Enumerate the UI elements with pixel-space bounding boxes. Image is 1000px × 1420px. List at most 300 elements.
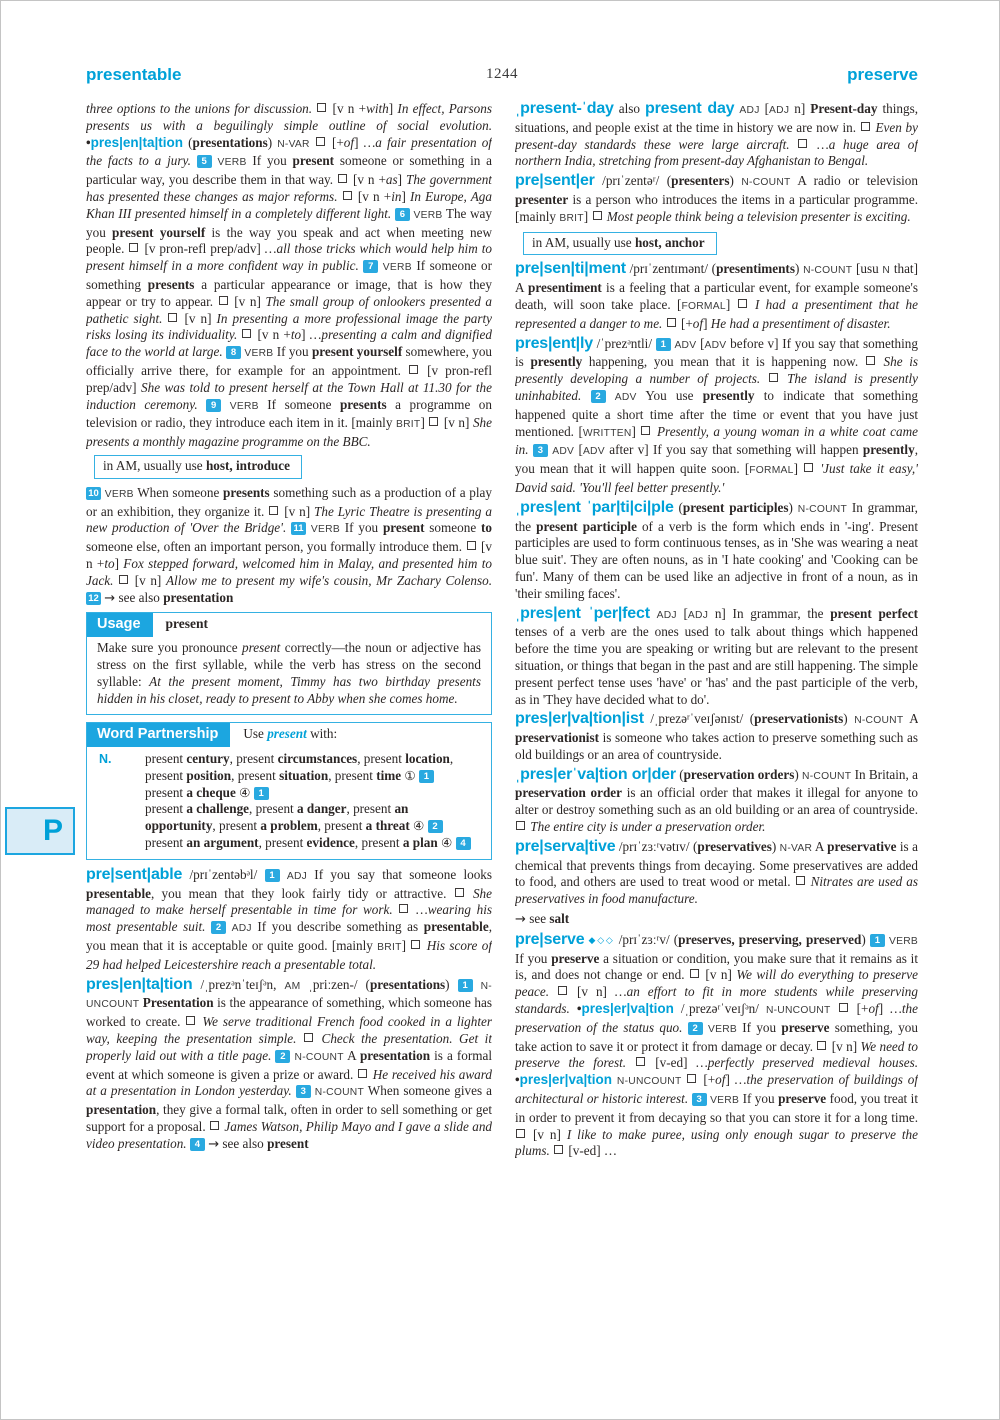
text-run: [v n + — [328, 101, 367, 116]
text-run: see also — [115, 589, 164, 605]
text-run: [v-ed] — [646, 1055, 697, 1071]
example-text: The small group of onlookers presented a pathetic sight. — [86, 293, 492, 326]
example-text: Presently, a young woman in a white coat came in. — [515, 423, 918, 458]
derived-headword: pres|en|ta|tion — [90, 134, 183, 150]
sense-number-badge: 9 — [206, 399, 221, 412]
grammar-label: N-COUNT — [797, 503, 847, 515]
text-run: someone or something in a particular way, you describe them in that way. — [86, 153, 492, 188]
dictionary-entry — [515, 767, 918, 836]
example-text: to — [290, 327, 302, 343]
text-run: ( — [673, 499, 683, 515]
example-text: …a fair presentation of the facts to a jury. — [86, 134, 492, 169]
example-square-icon — [769, 373, 778, 382]
bold-text: presentiment — [528, 280, 602, 296]
example-text: In Europe, Aga Khan III presented himself in a completely different light. — [86, 188, 492, 221]
sense-number-badge: 2 — [211, 921, 226, 934]
grammar-label: ADJ — [769, 105, 790, 116]
bold-text: host, introduce — [205, 457, 290, 473]
grammar-label: ADJ — [656, 609, 677, 621]
bold-text: presentations — [192, 134, 268, 150]
text-run: ] — [878, 1001, 891, 1017]
text-run: When someone gives a — [364, 1083, 492, 1099]
grammar-label: ADJ — [739, 105, 760, 116]
example-text: of — [343, 134, 355, 150]
example-text: I had a presentiment that he represented a danger to me. — [515, 296, 918, 331]
text-run: [v n] — [229, 293, 266, 309]
bold-text: present — [382, 520, 425, 536]
text-run: someone — [424, 520, 481, 536]
example-text: …a huge area of northern India, stretching from present-day Afghanistan to Bengal. — [515, 136, 918, 169]
circled-number: ④ — [239, 784, 251, 800]
dictionary-entry — [86, 485, 492, 608]
text-run: /ˌprezəʳˈveɪʃənɪst/ ( — [643, 711, 755, 727]
text-run: /ˌprezəʳˈveɪʃᵊn/ — [673, 1001, 766, 1017]
sense-number-badge: 4 — [456, 837, 471, 850]
grammar-label: VERB — [104, 488, 134, 500]
bold-text: present — [267, 1135, 309, 1151]
example-square-icon — [516, 1129, 525, 1138]
example-square-icon — [119, 575, 128, 584]
example-square-icon — [839, 1003, 848, 1012]
text-run: [+ — [326, 134, 344, 150]
text-run: You use — [636, 387, 703, 403]
bold-text: an argument — [186, 835, 259, 851]
text-run: , present — [249, 801, 298, 817]
example-text: to — [104, 555, 115, 571]
text-run: When someone — [133, 484, 224, 500]
text-run: ] — [583, 208, 592, 224]
usage-box-body — [87, 637, 491, 714]
text-run: ) — [788, 499, 798, 515]
text-run: with: — [306, 726, 338, 742]
headword: ˌpresent-ˈday — [515, 101, 614, 117]
grammar-label: VERB — [244, 348, 274, 360]
text-run — [877, 354, 884, 369]
text-run: /prɪˈzentəbᵊl/ — [182, 866, 265, 882]
text-run: ] — [388, 101, 398, 116]
collocation-row — [145, 801, 481, 835]
text-run: also — [613, 101, 646, 116]
text-run: [v n + — [253, 327, 291, 343]
example-text: The government has presented these changes as major reforms. — [86, 172, 492, 204]
headword: pres|ent|ly — [515, 334, 593, 352]
circled-number: ④ — [441, 835, 453, 851]
text-run: present — [145, 835, 187, 851]
text-run: ) — [861, 931, 870, 947]
example-text: Check the presentation. Get it properly laid out with a title page. — [86, 1031, 492, 1063]
grammar-label: BRIT — [377, 942, 402, 954]
sense-number-badge: 2 — [591, 390, 606, 403]
text-run: present — [145, 751, 187, 767]
right-column — [515, 101, 918, 1401]
text-run: a programme on television or radio, they introduce each item in it. [mainly — [86, 396, 492, 431]
text-run: [ — [759, 101, 770, 116]
grammar-label: ADV — [614, 391, 637, 403]
bold-text: salt — [549, 911, 570, 927]
example-text: She was told to present herself at the Town Hall at 11.30 for the induction ceremony. — [86, 379, 492, 412]
example-text: The entire city is under a preservation order. — [530, 819, 766, 835]
example-text: of — [715, 1072, 726, 1088]
text-run: is the appearance of something, which someone has worked to create. — [86, 995, 492, 1030]
example-square-icon — [554, 1145, 563, 1154]
headword: pres|er|va|tion|ist — [515, 710, 644, 728]
example-square-icon — [399, 904, 408, 913]
text-run: ] — [725, 296, 737, 312]
letter-thumb-tab — [5, 807, 75, 855]
text-run: /prɪˈzentəʳ/ ( — [594, 173, 672, 189]
example-square-icon — [455, 888, 464, 897]
word-partnership-label: Word Partnership — [87, 723, 230, 747]
headword: ˌpres|erˈva|tion or|der — [515, 765, 676, 783]
sense-number-badge: 7 — [363, 260, 378, 273]
bold-text: presents — [339, 396, 387, 412]
derived-headword: pres|er|va|tion — [519, 1072, 612, 1088]
example-text: …all those tricks which would help him to present himself in a more confident way in public. — [86, 241, 492, 274]
dictionary-entry — [515, 711, 918, 763]
text-run: If someone or something — [86, 258, 492, 292]
text-run: ] — [114, 555, 124, 571]
example-square-icon — [690, 969, 699, 978]
bold-text: circumstances — [277, 751, 358, 767]
example-text: Fox stepped forward, welcomed him in Malay, and presented him to Jack. — [86, 555, 492, 588]
text-run: is an official order that makes it illegal for anyone to alter or destroy something such as an old building or an area of countryside. — [515, 785, 918, 818]
example-text: She presents a monthly magazine programme on the BBC. — [86, 415, 492, 450]
grammar-label: ADJ — [231, 923, 252, 935]
bold-text: presentation — [163, 589, 234, 605]
page-number: 1244 — [486, 66, 518, 82]
bold-text: present participle — [536, 518, 637, 534]
bold-text: a problem — [260, 818, 318, 834]
sense-number-badge: 2 — [275, 1050, 290, 1063]
dictionary-entry — [515, 173, 918, 227]
text-run: [usu — [852, 261, 883, 277]
sense-number-badge: 2 — [428, 820, 443, 833]
example-text: I like to make puree, using only enough sugar to preserve the plums. — [515, 1126, 918, 1159]
example-square-icon — [558, 986, 567, 995]
text-run: The way you — [86, 205, 492, 240]
bold-text: present — [292, 153, 335, 169]
dictionary-entry — [86, 977, 492, 1154]
bold-text: preserve — [551, 950, 600, 966]
text-run: in AM, usually use — [532, 234, 635, 250]
guide-word-left: presentable — [86, 65, 182, 84]
text-run: , present — [328, 767, 377, 783]
example-square-icon — [210, 1121, 219, 1130]
example-text: In effect, Parsons presents us with a beguilingly simple outline of social evolution. — [86, 101, 492, 133]
bold-text: presently — [702, 387, 755, 403]
example-square-icon — [861, 122, 870, 131]
example-square-icon — [316, 137, 325, 146]
text-run: /prɪˈzɜːʳv/ ( — [614, 931, 679, 947]
bold-text: presentiments — [716, 261, 795, 277]
sense-number-badge: 4 — [190, 1138, 205, 1151]
text-run: If you — [739, 1091, 779, 1107]
text-run: ˌpriːzen-/ ( — [300, 976, 370, 992]
example-square-icon — [358, 1069, 367, 1078]
text-run: /ˌprezᵊnˈteɪʃᵊn, — [192, 976, 285, 992]
example-square-icon — [411, 940, 420, 949]
text-run: present — [145, 801, 187, 817]
example-square-icon — [796, 876, 805, 885]
headword: pre|serva|tive — [515, 837, 616, 855]
bold-text: presenters — [671, 173, 730, 189]
dialect-note-box — [94, 455, 302, 479]
example-text: …the preservation of buildings of architectural or historic interest. — [515, 1072, 918, 1107]
text-run: ) — [729, 173, 742, 189]
text-run: is a chemical that prevents things from decaying. Some preservatives are added to food, and others are used to treat wood or metal. — [515, 838, 918, 890]
text-run: , present — [229, 751, 278, 767]
bold-text: presentable — [423, 919, 489, 935]
text-run: to indicate that something happened quite a short time after the time or event that you have just mentioned. [ — [515, 387, 918, 439]
bold-text: a threat — [365, 818, 410, 834]
text-run: , present — [317, 818, 366, 834]
cross-reference-arrow-icon: → — [104, 590, 116, 606]
grammar-label: N-UNCOUNT — [616, 1076, 682, 1088]
derived-form-bullet-icon: • — [86, 134, 91, 150]
text-run: If you — [737, 1019, 782, 1035]
text-run: A — [343, 1047, 360, 1063]
grammar-label: VERB — [229, 400, 259, 412]
example-text: 'Just take it easy,' David said. 'You'll feel better presently.' — [515, 461, 918, 495]
sense-number-badge: 1 — [419, 770, 434, 783]
text-run: something, you take action to save it or protect it from damage or decay. — [515, 1019, 918, 1054]
text-run: [v pron-refl prep/adv] — [86, 362, 492, 395]
text-run: ) — [794, 261, 804, 277]
bold-text: presentation — [86, 1102, 157, 1118]
bold-text: situation — [279, 767, 329, 783]
text-run: [+ — [698, 1072, 716, 1088]
word-partnership-body — [87, 747, 491, 859]
text-run: somewhere, you officially arrive there, for example for an appointment. — [86, 344, 492, 378]
usage-box-title: present — [165, 616, 209, 632]
text-run: If you — [515, 950, 552, 966]
example-text: She managed to make herself presentable in time for work. — [86, 885, 492, 918]
grammar-label: VERB — [310, 524, 340, 536]
derived-form-bullet-icon: • — [515, 1072, 520, 1088]
circled-number: ① — [404, 767, 416, 783]
bold-text: preserves, preserving, preserved — [678, 931, 862, 947]
text-run: see also — [219, 1135, 268, 1151]
grammar-label: ADJ — [687, 609, 709, 621]
text-run: of a verb is the form which ends in '-ing'. Present participles are used to form continuous tenses, as in 'She was wearing a neat blue suit'. They are often nouns, as in 'I hate cooking' and 'Cooking can be fun'. Many of them can be used like an adjective in front of a noun, as in 'their smiling faces'. — [515, 518, 918, 601]
example-square-icon — [641, 426, 650, 435]
bold-text: presentation — [359, 1047, 431, 1063]
bold-text: presents — [147, 276, 195, 292]
bold-text: presenter — [515, 191, 569, 207]
usage-box-header — [87, 613, 491, 637]
text-run: A — [812, 838, 828, 854]
sense-number-badge: 3 — [533, 444, 548, 457]
text-run: [+ — [849, 1001, 869, 1017]
sense-number-badge: 1 — [254, 787, 269, 800]
example-text: of — [692, 315, 704, 331]
grammar-label: ADV — [704, 339, 727, 351]
text-run: [+ — [677, 315, 693, 331]
text-run: ) — [267, 134, 278, 150]
headword: pres|en|ta|tion — [86, 975, 193, 993]
headword: pre|serve — [515, 930, 585, 948]
bold-text: present participles — [682, 499, 789, 515]
sense-number-badge: 1 — [458, 979, 473, 992]
frequency-diamonds-icon: ◆◇◇ — [588, 935, 615, 946]
bold-text: to — [481, 520, 492, 536]
text-run: is a feeling that a particular event, for example someone's death, will soon take place. [ — [515, 280, 918, 312]
sense-number-badge: 8 — [226, 346, 241, 359]
cross-reference-arrow-icon: → — [515, 912, 526, 928]
example-text: The island is presently uninhabited. — [515, 371, 918, 403]
example-square-icon — [317, 103, 326, 112]
example-text: We will do everything to preserve peace. — [515, 967, 918, 1000]
text-run: , you mean that it is acceptable or quite good. [mainly — [86, 919, 492, 954]
text-run: someone else, often an important person, you formally introduce them. — [86, 539, 466, 555]
bold-text: a danger — [297, 801, 347, 817]
text-run: If you describe something as — [251, 919, 424, 935]
dictionary-entry — [515, 839, 918, 908]
text-run — [466, 886, 473, 901]
text-run — [310, 135, 315, 150]
text-run: [v n + — [349, 172, 386, 188]
text-run: , you mean that they look fairly tidy or attractive. — [150, 885, 454, 901]
bold-text: present perfect — [830, 605, 918, 621]
grammar-label: N-COUNT — [802, 770, 852, 782]
text-run: If you say that someone looks — [307, 866, 492, 882]
headword: pre|sent|able — [86, 865, 183, 883]
sense-number-badge: 10 — [86, 487, 101, 500]
collocation-row — [99, 751, 481, 785]
text-run: ] — [631, 423, 641, 439]
grammar-label: ADV — [674, 339, 697, 351]
example-text: In presenting a more professional image the party risks losing its individuality. — [86, 310, 492, 343]
text-run — [280, 867, 287, 882]
example-text: …an effort to fit in more students while preserving standards. — [515, 984, 918, 1017]
word-partnership-intro — [243, 726, 337, 743]
text-run: [v n] — [179, 310, 217, 326]
sense-number-badge: 5 — [197, 155, 212, 168]
word-partnership-header — [87, 723, 491, 747]
bold-text: present yourself — [311, 344, 403, 360]
example-square-icon — [343, 191, 352, 200]
text-run: [ — [676, 605, 688, 621]
word-partnership-box — [86, 722, 492, 860]
example-text: He received his award at a presentation in London yesterday. — [86, 1066, 492, 1099]
grammar-label: FORMAL — [749, 465, 794, 477]
bold-text: preservationist — [515, 730, 599, 746]
text-run: , present — [212, 818, 261, 834]
dictionary-entry — [515, 932, 918, 1160]
example-square-icon — [168, 313, 177, 322]
example-text: …wearing his most presentable suit. — [86, 902, 492, 935]
text-run: ] — [420, 415, 429, 431]
usage-box-label: Usage — [87, 613, 153, 637]
text-run: [v n + — [353, 188, 392, 204]
bold-text: a cheque — [186, 784, 236, 800]
text-run: a particular appearance or image, that is how they appear or try to appear. — [86, 276, 492, 309]
derived-headword: pres|er|va|tion — [581, 1001, 674, 1017]
text-run: ) — [794, 766, 803, 782]
text-run: tenses of a verb are the ones used to talk about things which happened before the time you are speaking or writing but are relevant to the present situation, or things that began in the past and are still happening. The simple present perfect tense uses 'have' or 'has' and the past participle of the verb, as in 'They have decided what to do'. — [515, 624, 918, 707]
example-text: We need to preserve the forest. — [515, 1038, 918, 1071]
text-run: before v] If you say that something is — [515, 335, 918, 370]
example-text: Nitrates are used as preservatives in food manufacture. — [515, 874, 918, 907]
example-text: in — [391, 188, 402, 204]
grammar-label: ADJ — [286, 870, 308, 882]
grammar-label: N-COUNT — [803, 265, 853, 277]
bold-text: a plan — [402, 835, 438, 851]
example-text: At the present moment, Timmy has two birthday presents hidden in his closet, ready to present to Abby when she comes home. — [97, 673, 481, 706]
collocation-pos-label: N. — [99, 752, 112, 767]
text-run: , present — [357, 751, 406, 767]
text-run: correctly—the noun or adjective has stress on the first syllable, while the verb has stress on the second syllable: — [97, 640, 481, 689]
text-run: If you — [273, 344, 312, 360]
cross-reference-arrow-icon: → — [208, 1136, 220, 1152]
grammar-label: VERB — [217, 157, 247, 169]
text-run: [ — [574, 442, 583, 458]
bold-text: Present-day — [810, 101, 878, 116]
grammar-label: ADV — [552, 446, 575, 458]
text-run: something such as a production of a play or an exhibition, they organize it. — [86, 484, 492, 519]
example-text: …the preservation of the status quo. — [515, 1001, 918, 1035]
text-run: ] — [703, 315, 711, 331]
headword: pre|sent|er — [515, 172, 595, 190]
text-run: things, situations, and people exist at the time in history we are now in. — [515, 101, 918, 135]
text-run: ] — [401, 938, 411, 954]
text-run: happening, you mean that it is happening now. — [582, 354, 865, 370]
circled-number: ④ — [413, 818, 425, 834]
text-run: [v pron-refl prep/adv] — [140, 241, 265, 257]
text-run: [v n + — [86, 539, 492, 571]
sense-number-badge: 11 — [291, 522, 306, 535]
grammar-label: VERB — [707, 1023, 738, 1035]
example-text: with — [366, 101, 389, 116]
text-run: In Britain, a — [851, 766, 918, 782]
bold-text: Presentation — [142, 995, 214, 1011]
grammar-label: VERB — [413, 209, 443, 221]
bold-text: presents — [223, 484, 270, 500]
sense-number-badge: 3 — [692, 1093, 707, 1106]
dictionary-entry — [515, 101, 918, 170]
grammar-label: N-COUNT — [741, 177, 791, 189]
dictionary-entry — [515, 336, 918, 497]
text-run: , present — [346, 801, 395, 817]
example-square-icon — [817, 1041, 826, 1050]
dictionary-entry — [515, 500, 918, 603]
derived-form-bullet-icon: • — [576, 1001, 582, 1017]
letter-tab-label: P — [42, 814, 63, 847]
bold-text: evidence — [306, 835, 355, 851]
grammar-label: VERB — [710, 1095, 740, 1107]
text-run: see — [525, 911, 550, 927]
example-text: three options to the unions for discussion. — [86, 101, 317, 116]
text-run: [v n] — [527, 1126, 567, 1142]
example-text: Allow me to present my wife's cousin, Mr Zachary Colenso. — [165, 572, 492, 588]
headword: ˌpres|ent ˈpar|ti|ci|ple — [515, 498, 674, 516]
text-run: If you — [246, 153, 293, 169]
bold-text: preserve — [778, 1091, 827, 1107]
grammar-label: N-UNCOUNT — [765, 1005, 831, 1017]
example-square-icon — [738, 299, 747, 308]
text-run: [v n] — [130, 572, 166, 588]
text-run: Make sure you pronounce — [97, 640, 242, 656]
bold-text: position — [186, 767, 232, 783]
example-square-icon — [667, 318, 676, 327]
bold-text: presently — [862, 442, 915, 458]
example-square-icon — [687, 1074, 696, 1083]
example-square-icon — [269, 506, 278, 515]
grammar-label: N — [882, 265, 891, 277]
text-run: ] — [354, 134, 364, 150]
bold-text: preservation orders — [683, 766, 795, 782]
guide-word-right: preserve — [847, 65, 918, 84]
